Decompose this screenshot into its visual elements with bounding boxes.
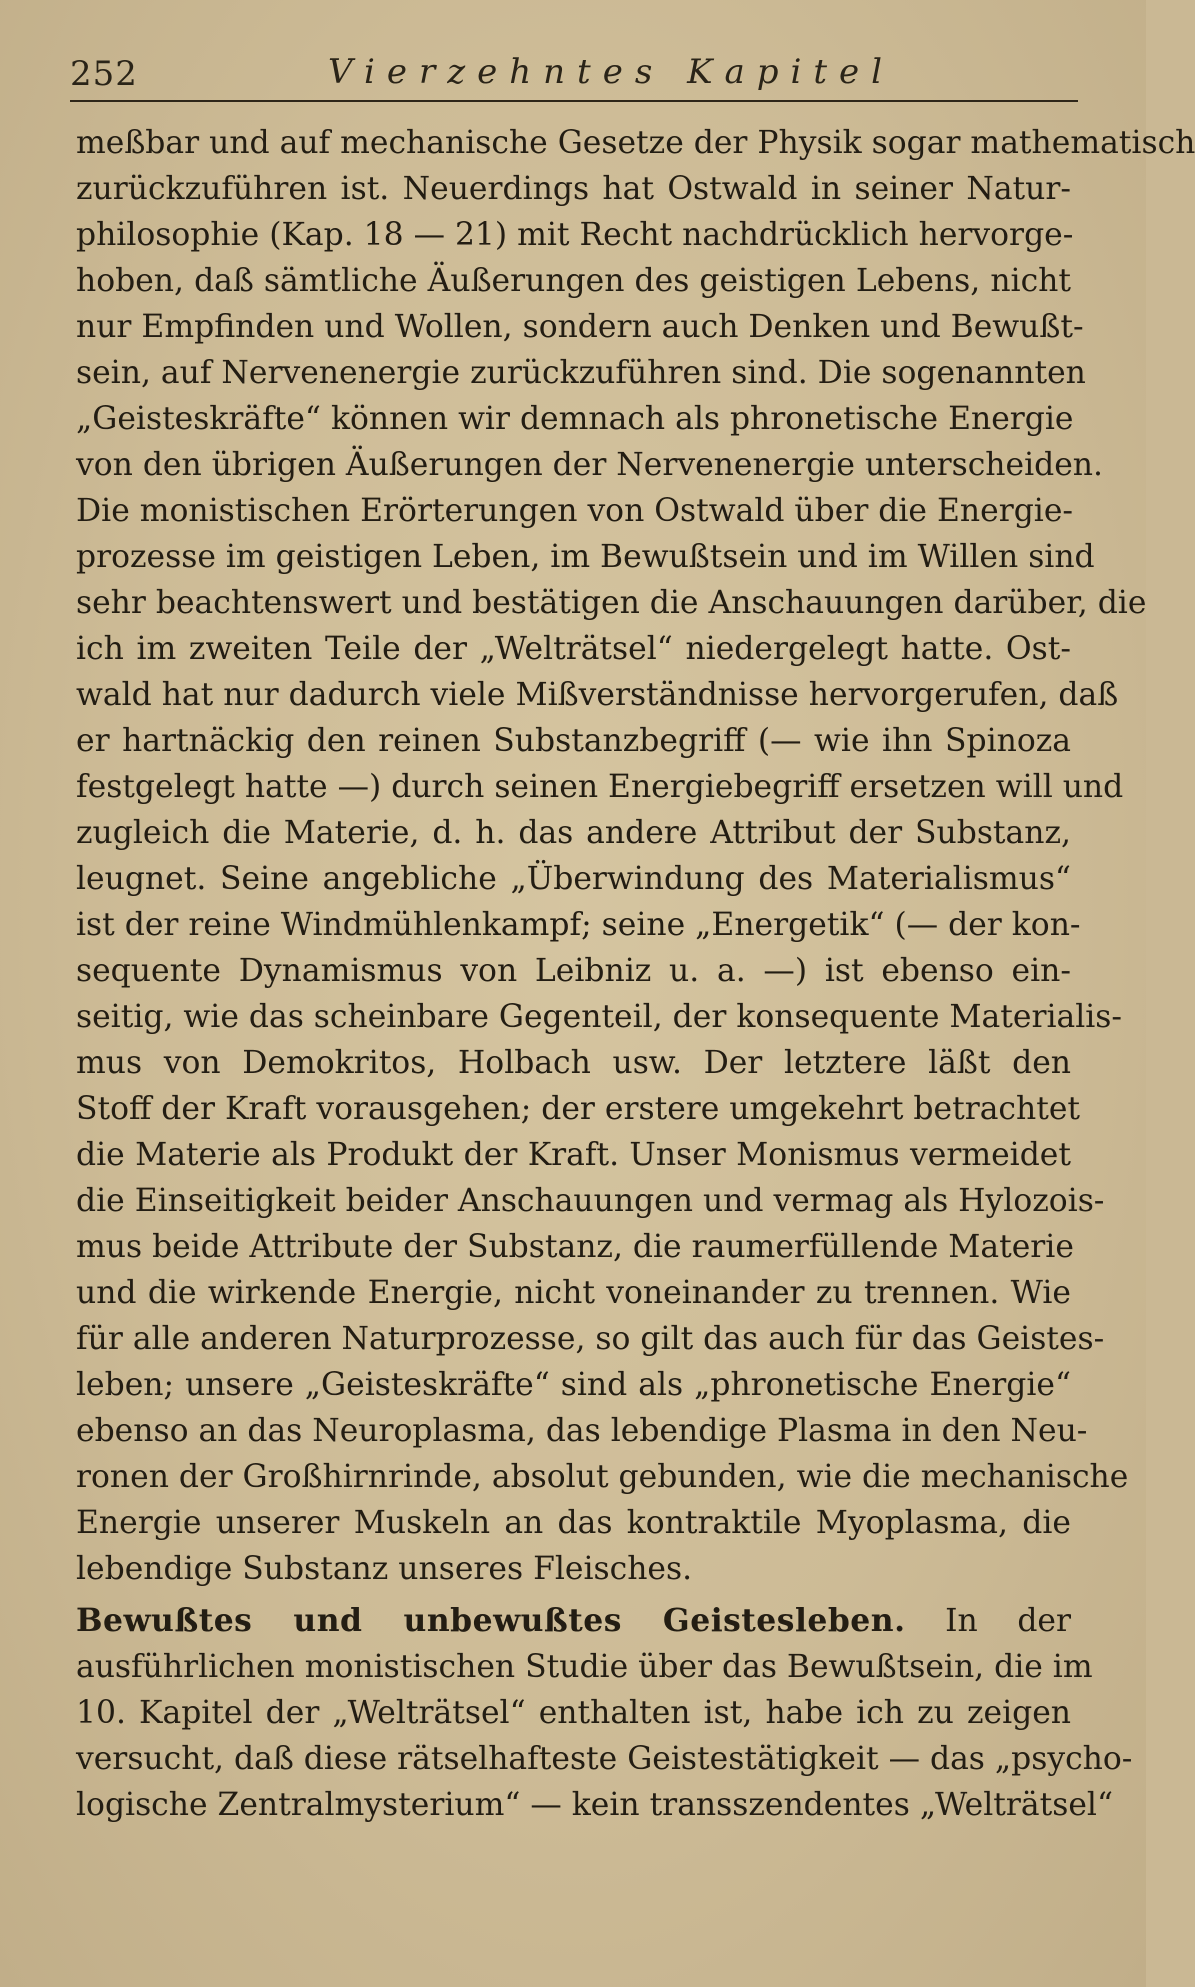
- text-line: ist der reine Windmühlenkampf; seine „Energetik“ (— der kon-: [76, 907, 1081, 943]
- text-line: sequente Dynamismus von Leibniz u. a. —) ist ebenso ein-: [76, 953, 1071, 989]
- text-line: Energie unserer Muskeln an das kontraktile Myoplasma, die: [76, 1505, 1071, 1541]
- text-line: zurückzuführen ist. Neuerdings hat Ostwald in seiner Natur-: [76, 171, 1071, 207]
- page-header: [70, 48, 1080, 98]
- text-line: sehr beachtenswert und bestätigen die Anschauungen darüber, die: [76, 585, 1147, 621]
- section-first-line-rest: In der: [945, 1603, 1071, 1639]
- text-line: zugleich die Materie, d. h. das andere Attribut der Substanz,: [76, 815, 1071, 851]
- text-line: lebendige Substanz unseres Fleisches.: [76, 1551, 693, 1587]
- text-line: meßbar und auf mechanische Gesetze der Physik sogar mathematisch: [76, 125, 1195, 161]
- text-line: hoben, daß sämtliche Äußerungen des geistigen Lebens, nicht: [76, 263, 1071, 299]
- section: [76, 1598, 1133, 1828]
- text-line: leugnet. Seine angebliche „Überwindung des Materialismus“: [76, 861, 1071, 897]
- text-line: für alle anderen Naturprozesse, so gilt das auch für das Geistes-: [76, 1321, 1105, 1357]
- running-head: Vierzehntes Kapitel: [328, 52, 895, 92]
- text-line: philosophie (Kap. 18 — 21) mit Recht nachdrücklich hervorge-: [76, 217, 1074, 253]
- text-line: Stoff der Kraft vorausgehen; der erstere umgekehrt betrachtet: [76, 1091, 1081, 1127]
- text-line: ebenso an das Neuroplasma, das lebendige Plasma in den Neu-: [76, 1413, 1088, 1449]
- section-first-line: [76, 1598, 1071, 1644]
- text-line: Die monistischen Erörterungen von Ostwald über die Energie-: [76, 493, 1074, 529]
- text-line: und die wirkende Energie, nicht voneinander zu trennen. Wie: [76, 1275, 1071, 1311]
- text-line: mus von Demokritos, Holbach usw. Der letztere läßt den: [76, 1045, 1071, 1081]
- text-line: logische Zentralmysterium“ — kein transszendentes „Welträtsel“: [76, 1787, 1114, 1823]
- text-line: 10. Kapitel der „Welträtsel“ enthalten ist, habe ich zu zeigen: [76, 1695, 1071, 1731]
- text-line: ausführlichen monistischen Studie über das Bewußtsein, die im: [76, 1649, 1093, 1685]
- text-line: mus beide Attribute der Substanz, die raumerfüllende Materie: [76, 1229, 1074, 1265]
- body-text: [76, 120, 1195, 1828]
- text-line: von den übrigen Äußerungen der Nervenenergie unterscheiden.: [76, 447, 1103, 483]
- text-line: ronen der Großhirnrinde, absolut gebunden, wie die mechanische: [76, 1459, 1129, 1495]
- text-line: versucht, daß diese rätselhafteste Geistestätigkeit — das „psycho-: [76, 1741, 1133, 1777]
- text-line: prozesse im geistigen Leben, im Bewußtsein und im Willen sind: [76, 539, 1095, 575]
- text-line: die Materie als Produkt der Kraft. Unser Monismus vermeidet: [76, 1137, 1071, 1173]
- text-line: festgelegt hatte —) durch seinen Energiebegriff ersetzen will und: [76, 769, 1124, 805]
- text-line: „Geisteskräfte“ können wir demnach als phronetische Energie: [76, 401, 1074, 437]
- text-line: wald hat nur dadurch viele Mißverständnisse hervorgerufen, daß: [76, 677, 1119, 713]
- section-title: Bewußtes und unbewußtes Geistesleben.: [76, 1603, 906, 1639]
- text-line: leben; unsere „Geisteskräfte“ sind als „phronetische Energie“: [76, 1367, 1071, 1403]
- header-rule: [70, 100, 1078, 102]
- text-line: seitig, wie das scheinbare Gegenteil, der konsequente Materialis-: [76, 999, 1123, 1035]
- text-line: sein, auf Nervenenergie zurückzuführen sind. Die sogenannten: [76, 355, 1086, 391]
- text-line: die Einseitigkeit beider Anschauungen und vermag als Hylozois-: [76, 1183, 1105, 1219]
- text-line: er hartnäckig den reinen Substanzbegriff (— wie ihn Spinoza: [76, 723, 1071, 759]
- page-number: 252: [70, 54, 138, 94]
- text-line: nur Empfinden und Wollen, sondern auch Denken und Bewußt-: [76, 309, 1084, 345]
- paragraph: [76, 120, 1195, 1592]
- text-line: ich im zweiten Teile der „Welträtsel“ niedergelegt hatte. Ost-: [76, 631, 1071, 667]
